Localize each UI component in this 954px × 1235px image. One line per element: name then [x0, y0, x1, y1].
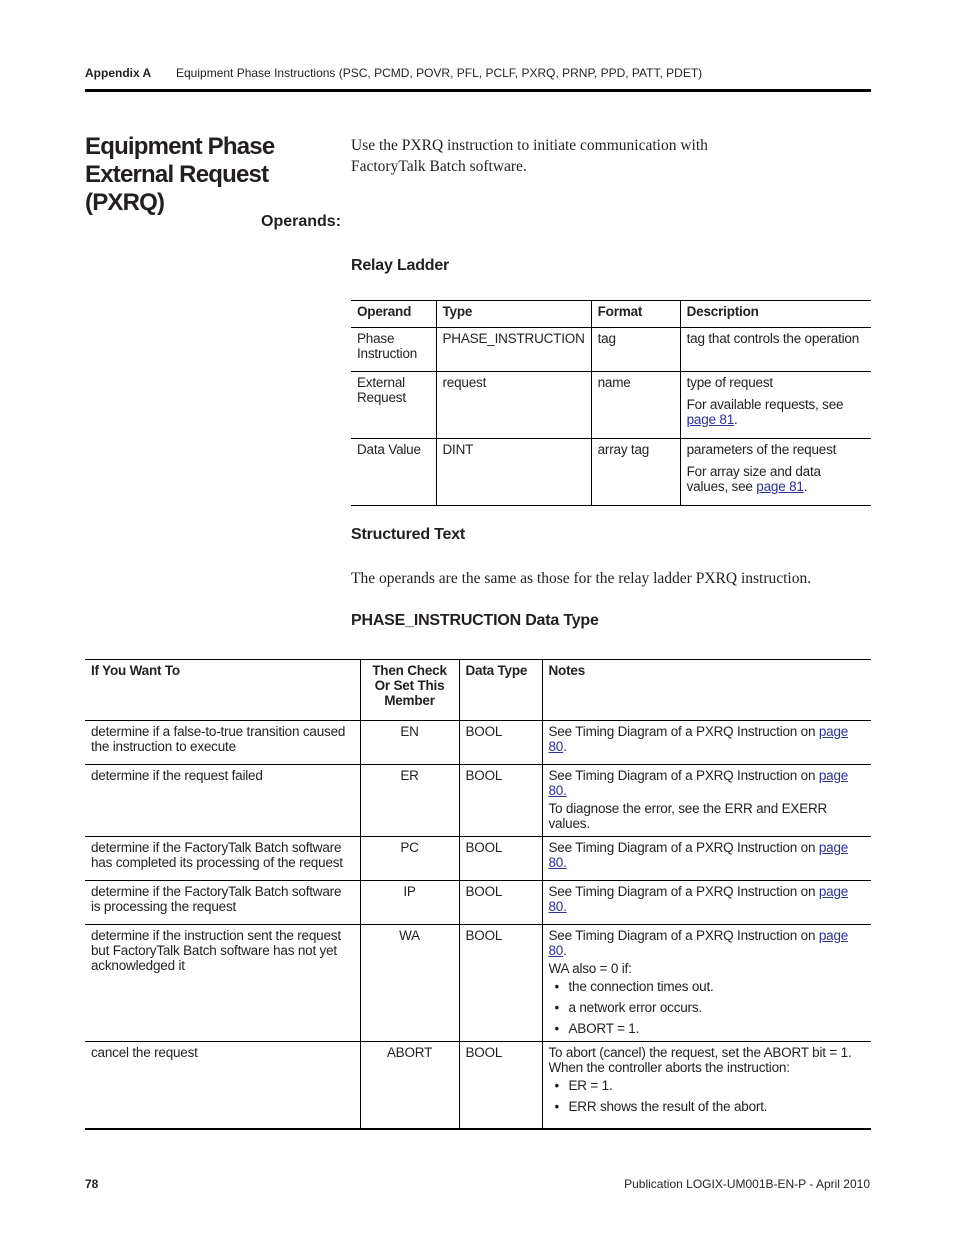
publication-info: Publication LOGIX-UM001B-EN-P - April 2010	[624, 1177, 870, 1191]
page-link[interactable]: page 80	[548, 724, 849, 754]
header-title: Equipment Phase Instructions (PSC, PCMD, POVR, PFL, PCLF, PXRQ, PRNP, PPD, PATT, PDET)	[176, 66, 703, 80]
member-cell: PC	[360, 837, 459, 881]
member-cell: IP	[360, 881, 459, 925]
description-text: type of request	[686, 375, 773, 390]
section-title: Equipment Phase External Request (PXRQ)	[85, 133, 275, 216]
bullet-item: • a network error occurs.	[549, 1000, 866, 1015]
intro-paragraph: Use the PXRQ instruction to initiate communication with FactoryTalk Batch software.	[351, 137, 708, 175]
bullet-list	[549, 1078, 866, 1114]
phase-instruction-table	[85, 659, 871, 1130]
table-header-row	[351, 301, 871, 328]
description-note	[687, 464, 865, 494]
note-text: See Timing Diagram of a PXRQ Instruction on	[548, 884, 819, 899]
column-header: Format	[591, 301, 680, 328]
datatype-cell: BOOL	[459, 881, 542, 925]
datatype-cell: BOOL	[459, 1042, 542, 1129]
table-row	[351, 328, 871, 372]
table-row	[85, 837, 871, 881]
datatype-cell: BOOL	[459, 837, 542, 881]
note-text: See Timing Diagram of a PXRQ Instruction on	[548, 724, 819, 739]
header-appendix: Appendix A	[85, 66, 152, 80]
member-cell: EN	[360, 721, 459, 765]
column-header: Operand	[357, 304, 412, 319]
want-cell: determine if the instruction sent the request but FactoryTalk Batch software has not yet acknowledged it	[91, 928, 341, 973]
header-rule	[85, 89, 871, 92]
want-cell: cancel the request	[91, 1045, 198, 1060]
structured-text-heading: Structured Text	[351, 526, 466, 543]
page-link[interactable]: page 80.	[548, 884, 849, 914]
note-text: See Timing Diagram of a PXRQ Instruction on	[548, 768, 819, 783]
page-link[interactable]: page 80	[548, 928, 849, 958]
want-cell: determine if a false-to-true transition caused the instruction to execute	[91, 724, 346, 754]
table-row	[85, 925, 871, 1042]
note-line	[549, 768, 866, 798]
table-header-row	[85, 660, 871, 721]
relay-ladder-heading: Relay Ladder	[351, 257, 450, 274]
note-secondary: WA also = 0 if:	[548, 961, 632, 976]
page-number: 78	[85, 1177, 99, 1191]
bullet-item: • the connection times out.	[549, 979, 866, 994]
bullet-item: • ER = 1.	[549, 1078, 866, 1093]
description-cell	[680, 328, 871, 372]
notes-cell	[542, 837, 871, 881]
format-cell: tag	[591, 328, 680, 372]
note-secondary: To diagnose the error, see the ERR and EXERR values.	[548, 801, 828, 831]
page-link[interactable]: page 80.	[548, 768, 849, 798]
description-cell	[680, 372, 871, 439]
structured-text-paragraph: The operands are the same as those for the relay ladder PXRQ instruction.	[351, 570, 812, 587]
operand-cell: External Request	[357, 375, 406, 405]
column-header: Description	[680, 301, 871, 328]
column-header: Notes	[542, 660, 871, 721]
description-text: tag that controls the operation	[686, 331, 860, 346]
want-cell: determine if the request failed	[91, 768, 263, 783]
page-link[interactable]: page 80.	[548, 840, 849, 870]
description-cell	[680, 439, 871, 506]
want-cell: determine if the FactoryTalk Batch software has completed its processing of the request	[91, 840, 343, 870]
note-text: For array size and data values, see	[686, 464, 821, 494]
note-tail: .	[563, 739, 567, 754]
column-header: If You Want To	[91, 663, 180, 678]
datatype-cell: BOOL	[459, 721, 542, 765]
datatype-cell: BOOL	[459, 925, 542, 1042]
operand-cell: Phase Instruction	[357, 331, 418, 361]
note-text: See Timing Diagram of a PXRQ Instruction on	[548, 840, 819, 855]
type-cell: PHASE_INSTRUCTION	[436, 328, 591, 372]
notes-cell	[542, 765, 871, 837]
datatype-cell: BOOL	[459, 765, 542, 837]
bullet-item: • ABORT = 1.	[549, 1021, 866, 1036]
bullet-item: • ERR shows the result of the abort.	[549, 1099, 866, 1114]
member-cell: WA	[360, 925, 459, 1042]
table-row	[85, 881, 871, 925]
description-note	[687, 397, 865, 427]
operands-table	[351, 300, 871, 506]
table-row	[85, 721, 871, 765]
table-row	[351, 372, 871, 439]
note-tail: .	[734, 412, 738, 427]
format-cell: name	[591, 372, 680, 439]
notes-cell	[542, 925, 871, 1042]
table-row	[85, 1042, 871, 1129]
description-text: parameters of the request	[686, 442, 837, 457]
want-cell: determine if the FactoryTalk Batch software is processing the request	[91, 884, 342, 914]
note-text: To abort (cancel) the request, set the ABORT bit = 1. When the controller aborts the instruction:	[548, 1045, 852, 1075]
page-link[interactable]: page 81	[686, 412, 735, 427]
table-row	[85, 765, 871, 837]
type-cell: request	[436, 372, 591, 439]
notes-cell	[542, 881, 871, 925]
note-tail: .	[563, 943, 567, 958]
column-header: Data Type	[459, 660, 542, 721]
column-header: Then Check Or Set This Member	[360, 660, 459, 721]
bullet-list	[549, 979, 866, 1036]
column-header: Type	[436, 301, 591, 328]
operand-cell: Data Value	[357, 442, 421, 457]
note-tail: .	[803, 479, 808, 494]
note-line	[549, 928, 866, 958]
note-text: See Timing Diagram of a PXRQ Instruction on	[548, 928, 819, 943]
member-cell: ABORT	[360, 1042, 459, 1129]
page-header	[85, 66, 870, 80]
format-cell: array tag	[591, 439, 680, 506]
member-cell: ER	[360, 765, 459, 837]
notes-cell	[542, 721, 871, 765]
operands-heading: Operands:	[261, 213, 342, 230]
table-row	[351, 439, 871, 506]
notes-cell	[542, 1042, 871, 1129]
phase-instruction-heading: PHASE_INSTRUCTION Data Type	[351, 612, 599, 629]
page-link[interactable]: page 81	[756, 479, 804, 494]
type-cell: DINT	[436, 439, 591, 506]
note-text: For available requests, see	[686, 397, 844, 412]
